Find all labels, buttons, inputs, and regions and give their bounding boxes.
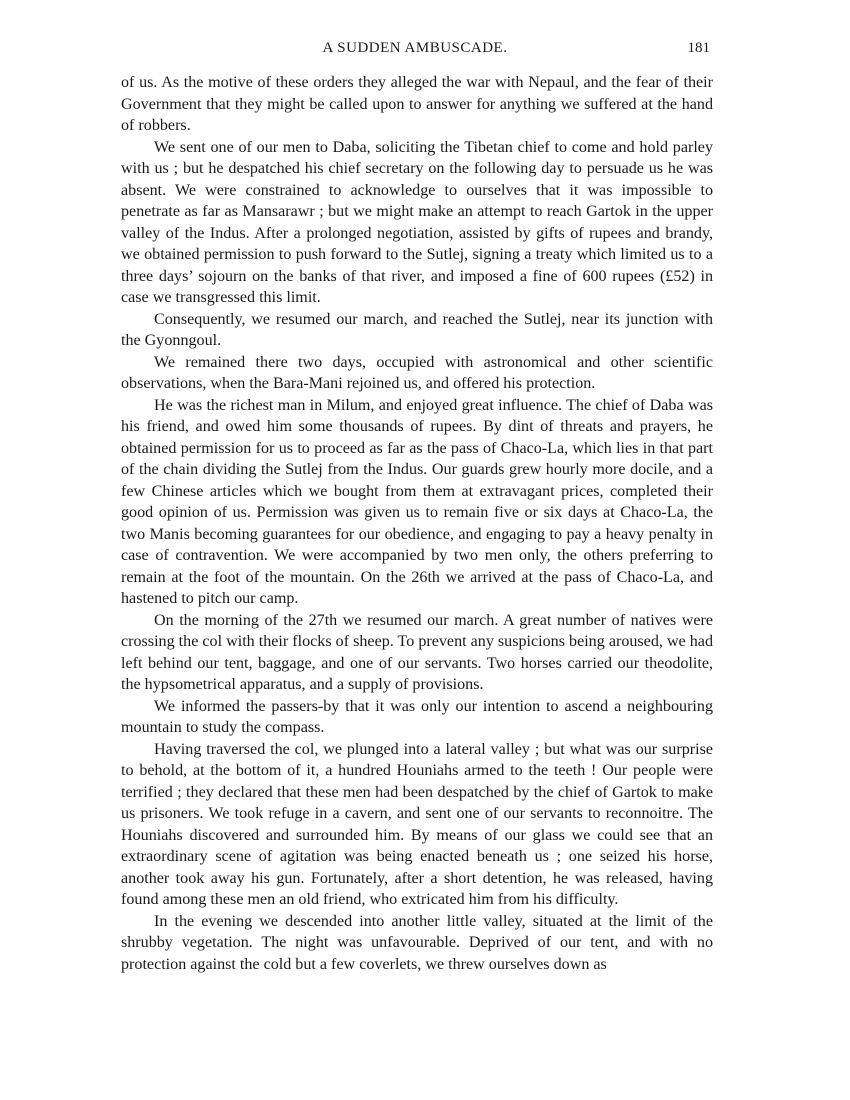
paragraph: We informed the passers-by that it was only our intention to ascend a neighbouring mountain to study the compass.: [121, 697, 713, 736]
paragraph: Having traversed the col, we plunged into a lateral valley ; but what was our surprise to behold, at the bottom of it, a hundred Houniahs armed to the teeth ! Our people were terrified ; they declared that these men had been despatched by the chief of Gartok to make us prisoners. We took refuge in a cavern, and sent one of our servants to reconnoitre. The Houniahs discovered and surrounded him. By means of our glass we could see that an extraordinary scene of agitation was being enacted beneath us ; one seized his horse, another took away his gun. Fortunately, after a short detention, he was released, having found among these men an old friend, who extricated him from his difficulty.: [121, 740, 713, 908]
paragraph: On the morning of the 27th we resumed our march. A great number of natives were crossing the col with their flocks of sheep. To prevent any suspicions being aroused, we had left behind our tent, baggage, and one of our servants. Two horses carried our theodolite, the hypsometrical apparatus, and a supply of provisions.: [121, 611, 713, 693]
body-text: [121, 72, 713, 975]
paragraph: He was the richest man in Milum, and enjoyed great influence. The chief of Daba was his friend, and owed him some thousands of rupees. By dint of threats and prayers, he obtained permission for us to proceed as far as the pass of Chaco-La, which lies in that part of the chain dividing the Sutlej from the Indus. Our guards grew hourly more docile, and a few Chinese articles which we bought from them at extravagant prices, completed their good opinion of us. Permission was given us to remain five or six days at Chaco-La, the two Manis becoming guarantees for our obedience, and engaging to pay a heavy penalty in case of contravention. We were accompanied by two men only, the others preferring to remain at the foot of the mountain. On the 26th we arrived at the pass of Chaco-La, and hastened to pitch our camp.: [121, 396, 713, 607]
paragraph: We remained there two days, occupied with astronomical and other scientific observations, when the Bara-Mani rejoined us, and offered his protection.: [121, 353, 713, 392]
page-number: 181: [687, 40, 710, 56]
running-title: A SUDDEN AMBUSCADE.: [322, 40, 508, 56]
running-head: [120, 40, 710, 64]
paragraph: In the evening we descended into another little valley, situated at the limit of the shrubby vegetation. The night was unfavourable. Deprived of our tent, and with no protection against the cold but a few coverlets, we threw ourselves down as: [121, 912, 713, 973]
paragraph: of us. As the motive of these orders they alleged the war with Nepaul, and the fear of their Government that they might be called upon to answer for anything we suffered at the hand of robbers.: [121, 74, 713, 134]
paragraph: We sent one of our men to Daba, soliciting the Tibetan chief to come and hold parley with us ; but he despatched his chief secretary on the following day to persuade us he was absent. We were constrained to acknowledge to ourselves that it was impossible to penetrate as far as Mansarawr ; but we might make an attempt to reach Gartok in the upper valley of the Indus. After a prolonged negotiation, assisted by gifts of rupees and brandy, we obtained permission to push forward to the Sutlej, signing a treaty which limited us to a three days’ sojourn on the banks of that river, and imposed a fine of 600 rupees (£52) in case we transgressed this limit.: [121, 138, 713, 306]
paragraph: Consequently, we resumed our march, and reached the Sutlej, near its junction with the Gyonngoul.: [121, 310, 713, 349]
